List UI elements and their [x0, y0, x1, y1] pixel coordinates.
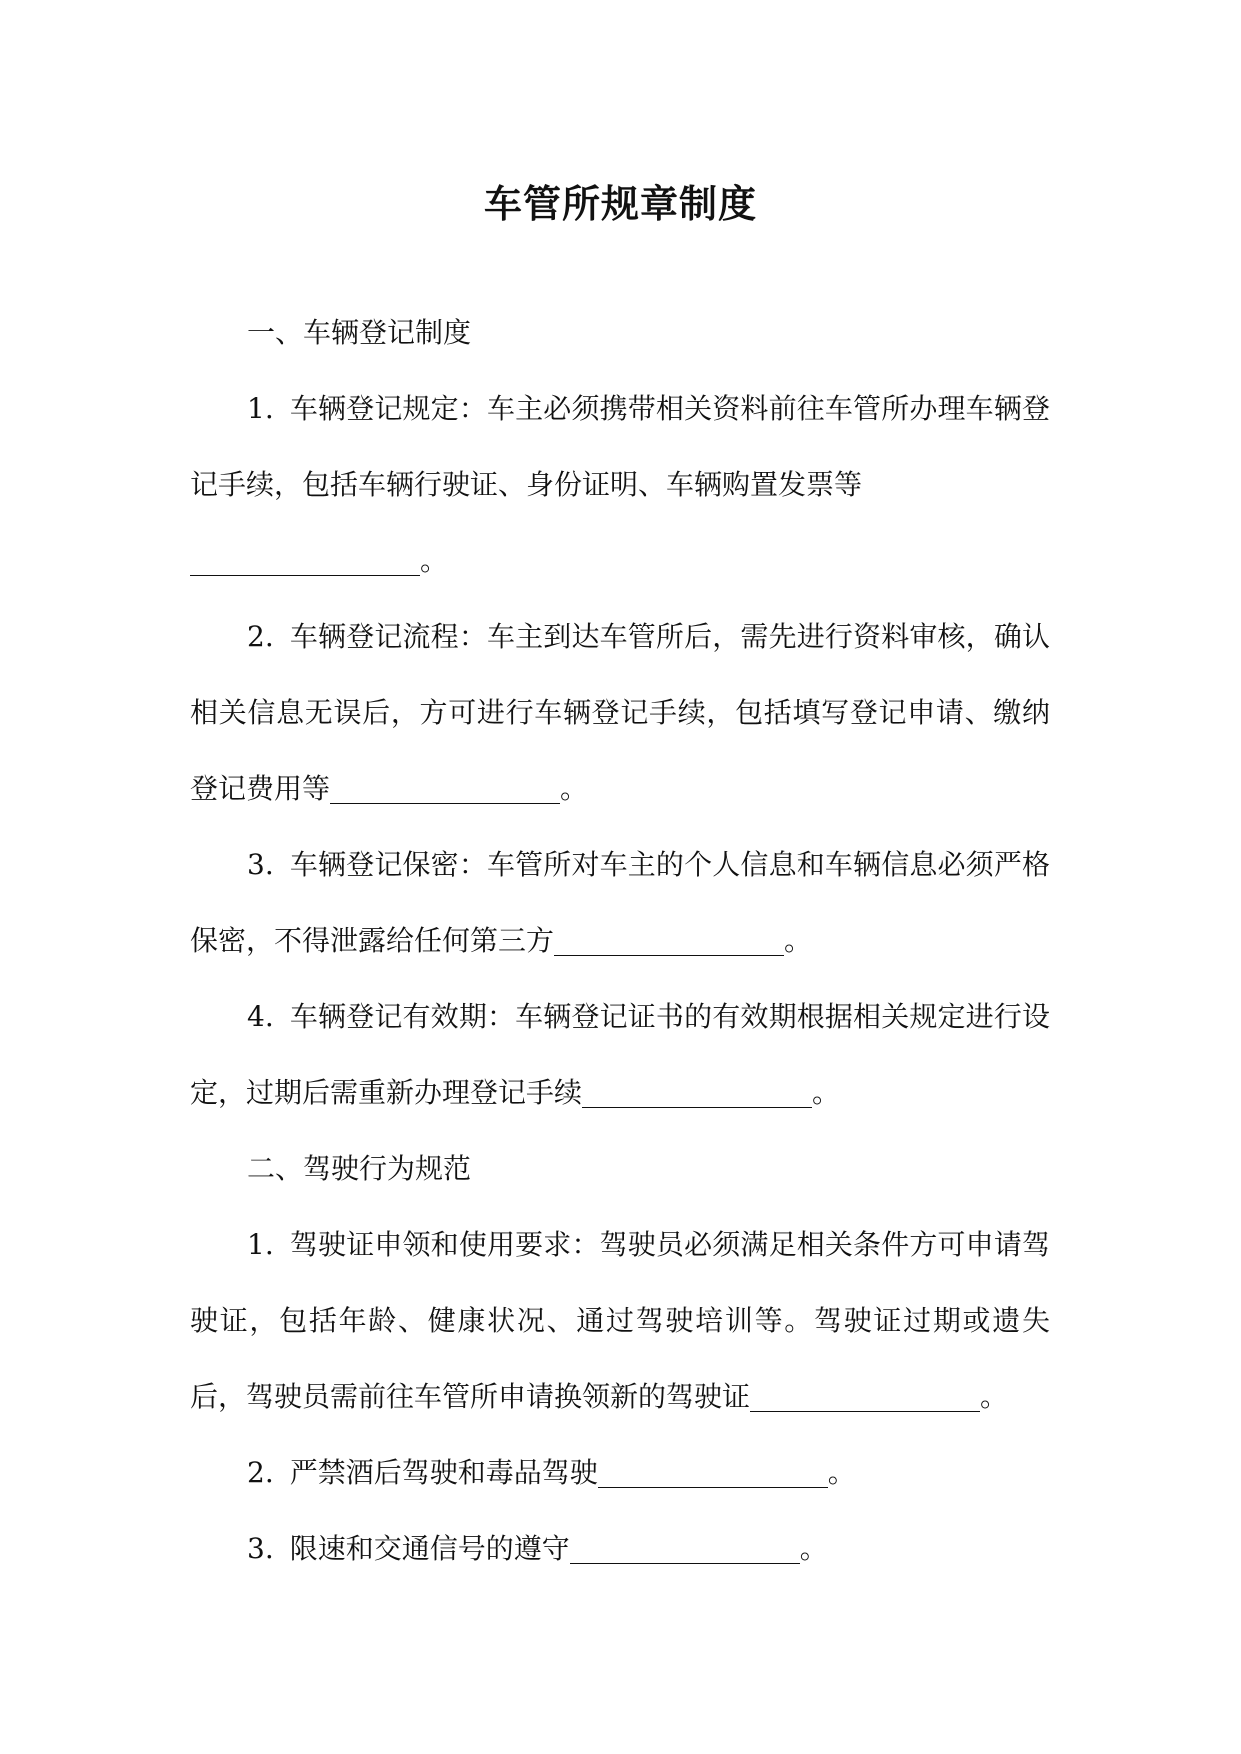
- fill-blank: [554, 925, 784, 956]
- list-item: [190, 1511, 1050, 1587]
- item-end: 。: [827, 1456, 856, 1489]
- item-number: 2.: [247, 1456, 274, 1489]
- item-end: 。: [980, 1380, 1009, 1413]
- item-text: 车辆登记流程：车主到达车管所后，需先进行资料审核，确认相关信息无误后，方可进行车辆登记手续，包括填写登记申请、缴纳登记费用等: [190, 620, 1050, 805]
- fill-blank: [582, 1077, 812, 1108]
- item-end: 。: [560, 772, 589, 805]
- item-end: 。: [784, 924, 813, 957]
- list-item: [190, 599, 1050, 827]
- item-text: 限速和交通信号的遵守: [289, 1532, 570, 1565]
- fill-blank: [570, 1533, 800, 1564]
- section-heading: 二、驾驶行为规范: [247, 1152, 472, 1185]
- item-number: 4.: [247, 1000, 274, 1033]
- item-text: 车辆登记有效期：车辆登记证书的有效期根据相关规定进行设定，过期后需重新办理登记手续: [190, 1000, 1050, 1109]
- item-number: 1.: [247, 1228, 274, 1261]
- item-text: 车辆登记保密：车管所对车主的个人信息和车辆信息必须严格保密，不得泄露给任何第三方: [190, 848, 1050, 957]
- document-title: 车管所规章制度: [483, 181, 757, 226]
- item-number: 1.: [247, 392, 274, 425]
- item-text: 严禁酒后驾驶和毒品驾驶: [289, 1456, 598, 1489]
- fill-blank: [330, 773, 560, 804]
- section-heading: 一、车辆登记制度: [247, 316, 472, 349]
- item-number: 3.: [247, 1532, 274, 1565]
- list-item: [190, 1435, 1050, 1511]
- item-number: 3.: [247, 848, 274, 881]
- item-text: 驾驶证申领和使用要求：驾驶员必须满足相关条件方可申请驾驶证，包括年龄、健康状况、通过驾驶培训等。驾驶证过期或遗失后，驾驶员需前往车管所申请换领新的驾驶证: [190, 1228, 1050, 1413]
- document-body: [190, 295, 1050, 1587]
- list-item: [190, 979, 1050, 1131]
- fill-blank: [750, 1381, 980, 1412]
- item-end: 。: [799, 1532, 828, 1565]
- list-item: [190, 1207, 1050, 1435]
- fill-blank: [190, 545, 420, 576]
- fill-blank: [598, 1457, 828, 1488]
- item-end: 。: [812, 1076, 841, 1109]
- list-item: [190, 827, 1050, 979]
- item-end: 。: [420, 544, 449, 577]
- list-item: [190, 371, 1050, 599]
- item-number: 2.: [247, 620, 274, 653]
- item-text: 车辆登记规定：车主必须携带相关资料前往车管所办理车辆登记手续，包括车辆行驶证、身份证明、车辆购置发票等: [190, 392, 1050, 501]
